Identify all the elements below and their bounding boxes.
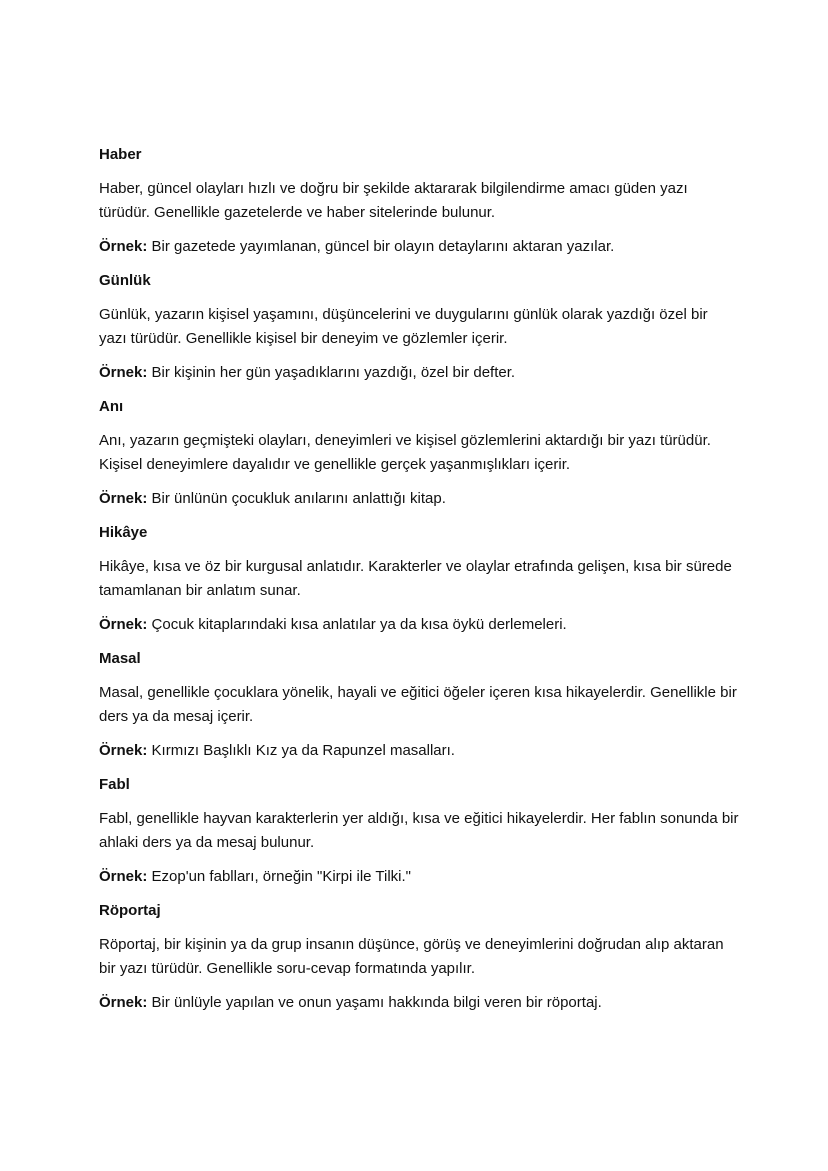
section-title: Günlük [99, 272, 151, 289]
section-haber [99, 143, 739, 259]
example-text: Ezop'un fablları, örneğin "Kirpi ile Tilki." [151, 868, 411, 885]
section-example [99, 865, 739, 889]
section-fabl [99, 773, 739, 889]
section-example [99, 739, 739, 763]
example-label: Örnek: [99, 742, 148, 759]
section-description: Fabl, genellikle hayvan karakterlerin yer aldığı, kısa ve eğitici hikayelerdir. Her fablın sonunda bir ahlaki ders ya da mesaj bulunur. [99, 810, 739, 851]
section-example [99, 991, 739, 1015]
section-gunluk [99, 269, 739, 385]
example-text: Bir ünlüyle yapılan ve onun yaşamı hakkında bilgi veren bir röportaj. [151, 994, 602, 1011]
document-page [99, 143, 739, 1025]
section-hikaye [99, 521, 739, 637]
section-description: Masal, genellikle çocuklara yönelik, hayali ve eğitici öğeler içeren kısa hikayelerdir. Genellikle bir ders ya da mesaj içerir. [99, 684, 737, 725]
example-text: Bir ünlünün çocukluk anılarını anlattığı kitap. [151, 490, 446, 507]
example-label: Örnek: [99, 490, 148, 507]
example-text: Çocuk kitaplarındaki kısa anlatılar ya da kısa öykü derlemeleri. [151, 616, 567, 633]
section-ani [99, 395, 739, 511]
section-title: Anı [99, 398, 124, 415]
example-label: Örnek: [99, 238, 148, 255]
section-example [99, 361, 739, 385]
section-roportaj [99, 899, 739, 1015]
example-label: Örnek: [99, 364, 148, 381]
section-title: Hikâye [99, 524, 148, 541]
example-text: Bir kişinin her gün yaşadıklarını yazdığı, özel bir defter. [151, 364, 516, 381]
section-description: Anı, yazarın geçmişteki olayları, deneyimleri ve kişisel gözlemlerini aktardığı bir yazı türüdür. Kişisel deneyimlere dayalıdır ve genellikle gerçek yaşanmışlıkları içerir. [99, 432, 711, 473]
section-example [99, 235, 739, 259]
section-description: Haber, güncel olayları hızlı ve doğru bir şekilde aktararak bilgilendirme amacı güden yazı türüdür. Genellikle gazetelerde ve haber sitelerinde bulunur. [99, 180, 688, 221]
section-title: Haber [99, 146, 142, 163]
section-masal [99, 647, 739, 763]
section-title: Masal [99, 650, 141, 667]
section-description: Röportaj, bir kişinin ya da grup insanın düşünce, görüş ve deneyimlerini doğrudan alıp aktaran bir yazı türüdür. Genellikle soru-cevap formatında yapılır. [99, 936, 724, 977]
example-label: Örnek: [99, 868, 148, 885]
example-label: Örnek: [99, 994, 148, 1011]
section-title: Röportaj [99, 902, 161, 919]
example-label: Örnek: [99, 616, 148, 633]
section-title: Fabl [99, 776, 130, 793]
section-description: Hikâye, kısa ve öz bir kurgusal anlatıdır. Karakterler ve olaylar etrafında gelişen, kısa bir sürede tamamlanan bir anlatım sunar. [99, 558, 732, 599]
example-text: Bir gazetede yayımlanan, güncel bir olayın detaylarını aktaran yazılar. [151, 238, 615, 255]
example-text: Kırmızı Başlıklı Kız ya da Rapunzel masalları. [151, 742, 455, 759]
section-example [99, 613, 739, 637]
section-example [99, 487, 739, 511]
section-description: Günlük, yazarın kişisel yaşamını, düşüncelerini ve duygularını günlük olarak yazdığı özel bir yazı türüdür. Genellikle kişisel bir deneyim ve gözlemler içerir. [99, 306, 708, 347]
